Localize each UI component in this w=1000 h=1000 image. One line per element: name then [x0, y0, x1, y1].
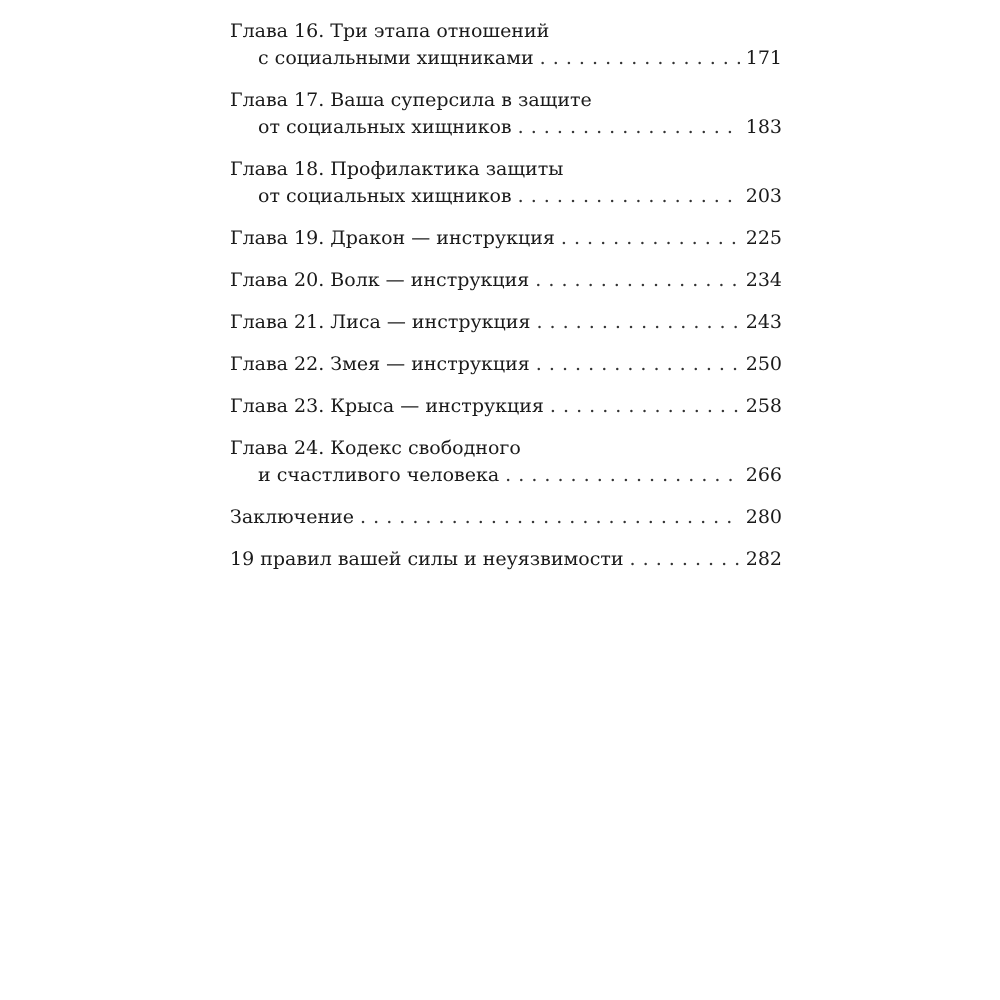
toc-page-number: 280: [745, 506, 782, 528]
toc-page-number: 234: [745, 269, 782, 291]
toc-entry-title: Глава 22. Змея — инструкция: [230, 353, 530, 375]
toc-entry-title: Глава 17. Ваша суперсила в защите: [230, 89, 592, 111]
toc-entry-title: Глава 23. Крыса — инструкция: [230, 395, 544, 417]
toc-entry-chapter-16[interactable]: [230, 18, 782, 72]
dot-leader: [550, 393, 740, 420]
toc-entry-chapter-17[interactable]: [230, 87, 782, 141]
dot-leader: [518, 183, 740, 210]
toc-entry-chapter-23[interactable]: [230, 393, 782, 420]
dot-leader: [561, 225, 740, 252]
toc-entry-conclusion[interactable]: [230, 504, 782, 531]
toc-page-number: 282: [745, 548, 782, 570]
toc-page-number: 183: [745, 116, 782, 138]
toc-page-number: 258: [745, 395, 782, 417]
dot-leader: [540, 45, 740, 72]
dot-leader: [535, 267, 739, 294]
toc-entry-title: Глава 16. Три этапа отношений: [230, 20, 550, 42]
toc-entry-title: Глава 24. Кодекс свободного: [230, 437, 521, 459]
toc-entry-rules[interactable]: [230, 546, 782, 573]
toc-entry-title: Глава 21. Лиса — инструкция: [230, 311, 531, 333]
toc-page-number: 225: [745, 227, 782, 249]
dot-leader: [360, 504, 740, 531]
toc-entry-title-continued: с социальными хищниками: [258, 47, 534, 69]
toc-page-number: 250: [745, 353, 782, 375]
toc-entry-title: Глава 20. Волк — инструкция: [230, 269, 530, 291]
toc-entry-title: Глава 19. Дракон — инструкция: [230, 227, 555, 249]
toc-page-number: 266: [745, 464, 782, 486]
dot-leader: [518, 114, 740, 141]
dot-leader: [505, 462, 740, 489]
dot-leader: [630, 546, 740, 573]
toc-entry-title: Глава 18. Профилактика защиты: [230, 158, 564, 180]
toc-entry-title-continued: от социальных хищников: [258, 116, 512, 138]
toc-entry-chapter-22[interactable]: [230, 351, 782, 378]
dot-leader: [536, 351, 740, 378]
dot-leader: [536, 309, 739, 336]
toc-entry-chapter-20[interactable]: [230, 267, 782, 294]
toc-entry-chapter-24[interactable]: [230, 435, 782, 489]
toc-entry-chapter-19[interactable]: [230, 225, 782, 252]
toc-entry-title: Заключение: [230, 506, 355, 528]
toc-page-number: 203: [745, 185, 782, 207]
toc-page-number: 243: [745, 311, 782, 333]
table-of-contents: [230, 18, 782, 588]
toc-entry-chapter-18[interactable]: [230, 156, 782, 210]
toc-entry-title-continued: от социальных хищников: [258, 185, 512, 207]
toc-page-number: 171: [745, 47, 782, 69]
toc-entry-title: 19 правил вашей силы и неуязвимости: [230, 548, 624, 570]
toc-entry-chapter-21[interactable]: [230, 309, 782, 336]
toc-entry-title-continued: и счастливого человека: [258, 464, 500, 486]
